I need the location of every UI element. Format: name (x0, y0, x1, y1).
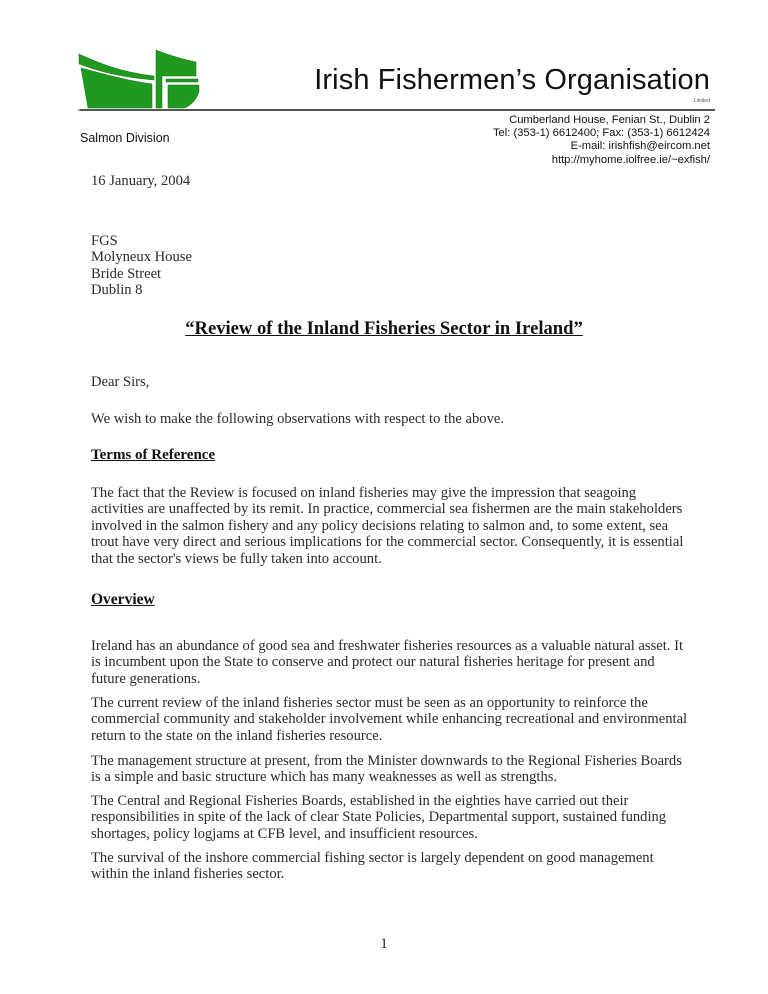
recipient-line: Molyneux House (91, 249, 192, 266)
organisation-address (493, 114, 710, 167)
paragraph: The fact that the Review is focused on inland fisheries may give the impression that seagoing activities are unaffected by its remit. In practice, commercial sea fishermen are the main stakeholders involved in the salmon fishery and any policy decisions relating to salmon and, to some extent, sea trout have very direct and serious implications for the commercial sector. Consequently, it is essential that the sector's views be fully taken into account. (91, 485, 684, 567)
address-website: http://myhome.iolfree.ie/~exfish/ (551, 153, 710, 166)
intro-paragraph: We wish to make the following observations with respect to the above. (91, 411, 505, 427)
letter-date: 16 January, 2004 (91, 173, 191, 189)
paragraph: The survival of the inshore commercial fishing sector is largely dependent on good management within the inland fisheries sector. (91, 850, 654, 883)
recipient-line: Bride Street (91, 265, 162, 282)
paragraph: Ireland has an abundance of good sea and freshwater fisheries resources as a valuable natural asset. It is incumbent upon the State to conserve and protect our natural fisheries heritage for present and future generations. (91, 638, 684, 687)
salutation: Dear Sirs, (91, 374, 150, 390)
address-phone-fax: Tel: (353-1) 6612400; Fax: (353-1) 6612424 (492, 127, 710, 140)
page-number: 1 (380, 936, 388, 952)
address-email: E-mail: irishfish@eircom.net (570, 140, 710, 153)
section-heading-terms-of-reference: Terms of Reference (91, 447, 216, 463)
section-heading-overview: Overview (91, 591, 155, 608)
division-label: Salmon Division (80, 131, 170, 145)
letter-subject: “Review of the Inland Fisheries Sector in Ireland” (185, 318, 583, 339)
paragraph: The Central and Regional Fisheries Boards, established in the eighties have carried out their responsibilities in spite of the lack of clear State Policies, Departmental support, sustained funding shortages, policy logjams at CFB level, and insufficient resources. (91, 793, 667, 842)
organisation-name: Irish Fishermen’s Organisation (314, 64, 710, 96)
recipient-line: FGS (91, 233, 118, 249)
organisation-suffix: Limited (693, 98, 710, 104)
recipient-line: Dublin 8 (91, 282, 143, 299)
recipient-address (91, 233, 691, 299)
paragraph: The current review of the inland fisheries sector must be seen as an opportunity to reinforce the commercial community and stakeholder involvement while enhancing recreational and environmental return to the state on the inland fisheries resource. (91, 695, 688, 744)
paragraph: The management structure at present, from the Minister downwards to the Regional Fisheries Boards is a simple and basic structure which has many weaknesses as well as strengths. (91, 753, 682, 786)
address-street: Cumberland House, Fenian St., Dublin 2 (509, 114, 710, 126)
ifo-logo-icon (76, 50, 218, 112)
letterhead-divider (80, 109, 715, 111)
